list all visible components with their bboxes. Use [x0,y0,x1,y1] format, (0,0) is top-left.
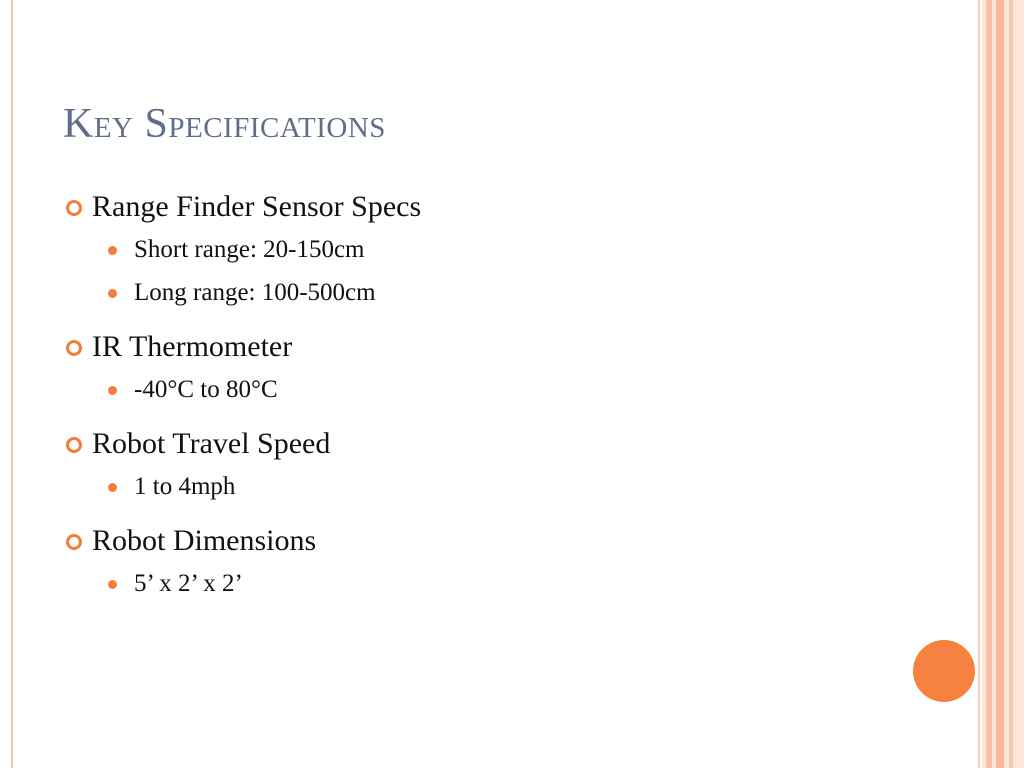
bullet-item [64,520,944,562]
bullet-list [64,186,944,617]
hollow-circle-bullet-icon [66,437,82,453]
filled-circle-bullet-icon [108,289,117,298]
bullet-label: Robot Dimensions [92,524,317,557]
left-border-line [11,0,13,768]
bullet-label: Range Finder Sensor Specs [92,190,422,223]
hollow-circle-bullet-icon [66,534,82,550]
filled-circle-bullet-icon [108,386,117,395]
bullet-item [64,186,944,228]
slide-title: Key Specifications [63,101,386,147]
right-decor-stripe [1013,0,1024,768]
sub-bullet-label: Short range: 20-150cm [134,236,365,263]
sub-bullet-label: -40°C to 80°C [134,376,278,403]
bullet-label: Robot Travel Speed [92,427,331,460]
sub-bullet-item [64,275,944,318]
sub-bullet-label: 1 to 4mph [134,473,236,500]
bullet-label: IR Thermometer [92,330,293,363]
right-decor-stripe [978,0,980,768]
sub-bullet-item [64,469,944,512]
hollow-circle-bullet-icon [66,340,82,356]
sub-bullet-item [64,232,944,275]
sub-bullet-list [64,232,944,318]
sub-bullet-item [64,372,944,415]
sub-bullet-list [64,566,944,609]
sub-bullet-list [64,372,944,415]
bullet-item [64,423,944,465]
hollow-circle-bullet-icon [66,200,82,216]
filled-circle-bullet-icon [108,580,117,589]
sub-bullet-list [64,469,944,512]
sub-bullet-label: 5’ x 2’ x 2’ [134,570,243,597]
filled-circle-bullet-icon [108,246,117,255]
filled-circle-bullet-icon [108,483,117,492]
sub-bullet-label: Long range: 100-500cm [134,279,376,306]
bullet-item [64,326,944,368]
orange-circle-decoration [913,640,975,702]
right-decor-stripe [996,0,1004,768]
sub-bullet-item [64,566,944,609]
